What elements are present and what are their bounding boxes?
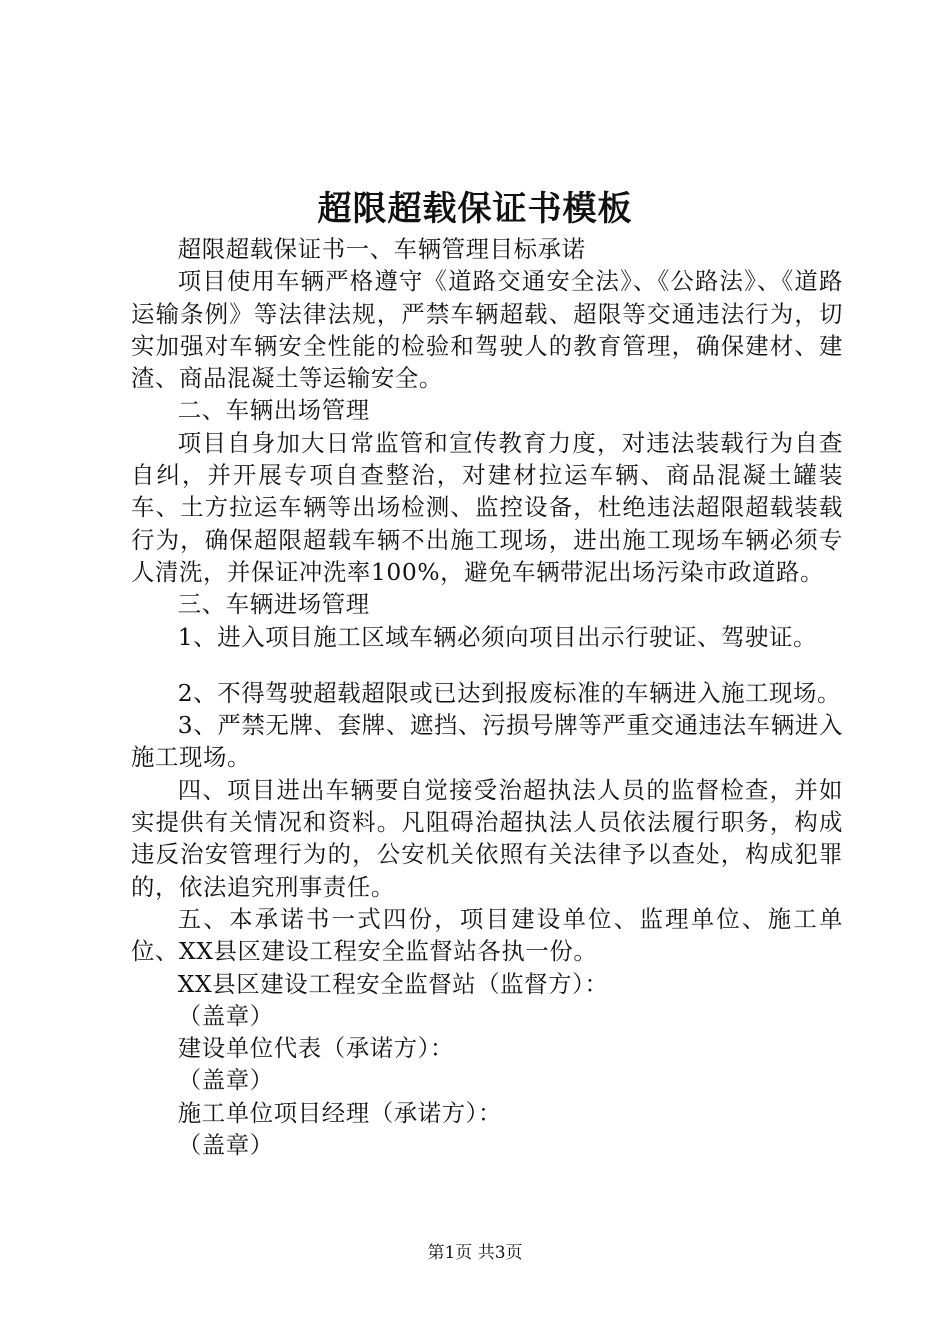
paragraph-inspection: 四、项目进出车辆要自觉接受治超执法人员的监督检查，并如实提供有关情况和资料。凡阻碍治超执法人员依法履行职务，构成违反治安管理行为的，公安机关依照有关法律予以查处，构成犯罪的，依法追究刑事责任。 (131, 775, 843, 901)
paragraph-copies: 五、本承诺书一式四份，项目建设单位、监理单位、施工单位、XX县区建设工程安全监督站各执一份。 (131, 904, 843, 966)
document-title: 超限超载保证书模板 (317, 189, 633, 229)
paragraph-vehicle-management: 项目使用车辆严格遵守《道路交通安全法》、《公路法》、《道路运输条例》等法律法规，严禁车辆超载、超限等交通违法行为，切实加强对车辆安全性能的检验和驾驶人的教育管理，确保建材、建渣、商品混凝土等运输安全。 (131, 267, 843, 393)
signature-supervisor: XX县区建设工程安全监督站（监督方）： (177, 969, 609, 998)
stamp-placeholder-2: （盖章） (177, 1066, 274, 1095)
signature-project-manager: 施工单位项目经理（承诺方）： (177, 1098, 502, 1127)
entry-rule-1: 1、进入项目施工区域车辆必须向项目出示行驶证、驾驶证。 (177, 622, 818, 651)
page-number: 第1页 共3页 (427, 1243, 523, 1263)
stamp-placeholder-1: （盖章） (177, 1001, 274, 1030)
signature-construction-unit: 建设单位代表（承诺方）： (177, 1034, 454, 1063)
paragraph-intro: 超限超载保证书一、车辆管理目标承诺 (177, 235, 586, 263)
heading-exit-management: 二、车辆出场管理 (177, 396, 370, 425)
paragraph-exit-management: 项目自身加大日常监管和宣传教育力度，对违法装载行为自查自纠，并开展专项自查整治，对建材拉运车辆、商品混凝土罐装车、土方拉运车辆等出场检测、监控设备，杜绝违法超限超载装载行为，确保超限超载车辆不出施工现场，进出施工现场车辆必须专人清洗，并保证冲洗率100%，避免车辆带泥出场污染市政道路。 (131, 428, 843, 586)
stamp-placeholder-3: （盖章） (177, 1131, 274, 1160)
entry-rule-2: 2、不得驾驶超载超限或已达到报废标准的车辆进入施工现场。 (177, 678, 842, 707)
entry-rule-3: 3、严禁无牌、套牌、遮挡、污损号牌等严重交通违法车辆进入施工现场。 (131, 711, 843, 772)
heading-entry-management: 三、车辆进场管理 (177, 590, 370, 619)
document-body (131, 233, 843, 1161)
